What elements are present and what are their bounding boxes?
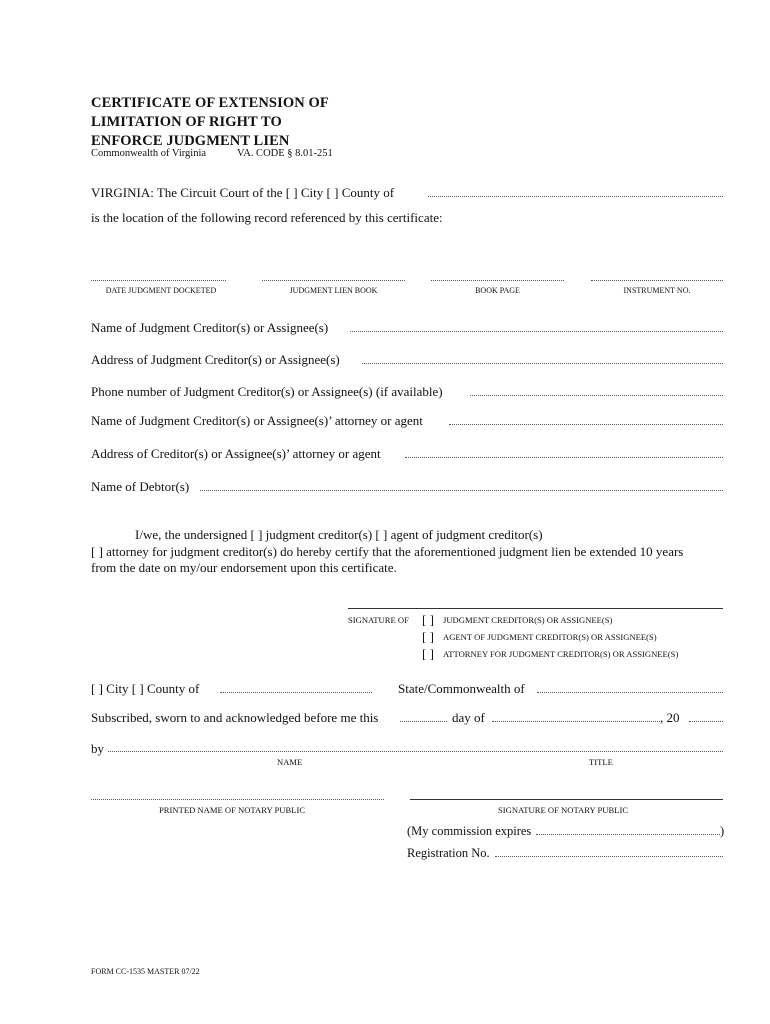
creditor-address-label: Address of Judgment Creditor(s) or Assignee(s) [91, 352, 340, 367]
book-page-label: BOOK PAGE [475, 286, 520, 295]
notary-city-county-label: [ ] City [ ] County of [91, 681, 200, 696]
instrument-no-label: INSTRUMENT NO. [623, 286, 691, 295]
name-label: NAME [277, 757, 303, 767]
creditor-name-label: Name of Judgment Creditor(s) or Assignee(s) [91, 320, 329, 335]
certification-line-3: from the date on my/our endorsement upon this certificate. [91, 560, 397, 575]
form-id: FORM CC-1535 MASTER 07/22 [91, 967, 200, 976]
registration-label: Registration No. [407, 846, 490, 860]
notary-state-field[interactable] [537, 692, 723, 693]
creditor-address-field[interactable] [362, 363, 723, 364]
title-label: TITLE [589, 757, 613, 767]
title-line-2: LIMITATION OF RIGHT TO [91, 114, 282, 130]
by-label: by [91, 741, 104, 756]
court-line-2: is the location of the following record referenced by this certificate: [91, 210, 443, 225]
printed-name-field[interactable] [91, 799, 384, 800]
creditor-phone-field[interactable] [470, 395, 723, 396]
debtor-name-label: Name of Debtor(s) [91, 479, 190, 494]
commission-label: (My commission expires [407, 824, 532, 838]
signature-checkbox-2[interactable]: [ ] [422, 629, 434, 644]
court-line-1: VIRGINIA: The Circuit Court of the [ ] City [ ] County of [91, 185, 395, 200]
lien-book-field[interactable] [262, 280, 405, 281]
by-field[interactable] [108, 751, 723, 752]
lien-book-label: JUDGMENT LIEN BOOK [289, 286, 378, 295]
commission-field[interactable] [536, 834, 720, 835]
signature-prefix: SIGNATURE OF [348, 615, 409, 625]
book-page-field[interactable] [431, 280, 564, 281]
signature-checkbox-1[interactable]: [ ] [422, 612, 434, 627]
month-field[interactable] [492, 721, 660, 722]
printed-name-label: PRINTED NAME OF NOTARY PUBLIC [159, 805, 306, 815]
county-field[interactable] [428, 196, 723, 197]
creditor-name-field[interactable] [350, 331, 723, 332]
notary-signature-line[interactable] [410, 799, 723, 800]
signature-line[interactable] [348, 608, 723, 609]
notary-county-field[interactable] [220, 692, 372, 693]
attorney-address-label: Address of Creditor(s) or Assignee(s)’ attorney or agent [91, 446, 381, 461]
notary-signature-label: SIGNATURE OF NOTARY PUBLIC [498, 805, 629, 815]
subscribed-label: Subscribed, sworn to and acknowledged before me this [91, 710, 379, 725]
year-field[interactable] [689, 721, 723, 722]
date-docketed-field[interactable] [91, 280, 226, 281]
certification-line-2: [ ] attorney for judgment creditor(s) do hereby certify that the aforementioned judgment lien be extended 10 years [91, 544, 684, 559]
signature-option-1: JUDGMENT CREDITOR(S) OR ASSIGNEE(S) [443, 615, 613, 625]
date-docketed-label: DATE JUDGMENT DOCKETED [105, 286, 217, 295]
registration-field[interactable] [495, 856, 723, 857]
creditor-phone-label: Phone number of Judgment Creditor(s) or Assignee(s) (if available) [91, 384, 443, 399]
debtor-name-field[interactable] [200, 490, 723, 491]
signature-option-2: AGENT OF JUDGMENT CREDITOR(S) OR ASSIGNEE(S) [443, 632, 657, 642]
certification-line-1: I/we, the undersigned [ ] judgment creditor(s) [ ] agent of judgment creditor(s) [135, 527, 543, 542]
day-of-label: day of [452, 710, 485, 725]
instrument-no-field[interactable] [591, 280, 723, 281]
commission-close: ) [720, 824, 725, 838]
attorney-address-field[interactable] [405, 457, 723, 458]
year-prefix-label: , 20 [660, 710, 680, 725]
form-title [91, 94, 329, 151]
attorney-name-label: Name of Judgment Creditor(s) or Assignee(s)’ attorney or agent [91, 413, 423, 428]
notary-state-label: State/Commonwealth of [398, 681, 525, 696]
signature-checkbox-3[interactable]: [ ] [422, 646, 434, 661]
signature-option-3: ATTORNEY FOR JUDGMENT CREDITOR(S) OR ASSIGNEE(S) [443, 649, 679, 659]
attorney-name-field[interactable] [449, 424, 723, 425]
title-line-1: CERTIFICATE OF EXTENSION OF [91, 95, 329, 111]
va-code-label: VA. CODE § 8.01-251 [237, 148, 333, 159]
commonwealth-label: Commonwealth of Virginia [91, 148, 207, 159]
day-field[interactable] [400, 721, 447, 722]
title-line-3: ENFORCE JUDGMENT LIEN [91, 133, 290, 149]
